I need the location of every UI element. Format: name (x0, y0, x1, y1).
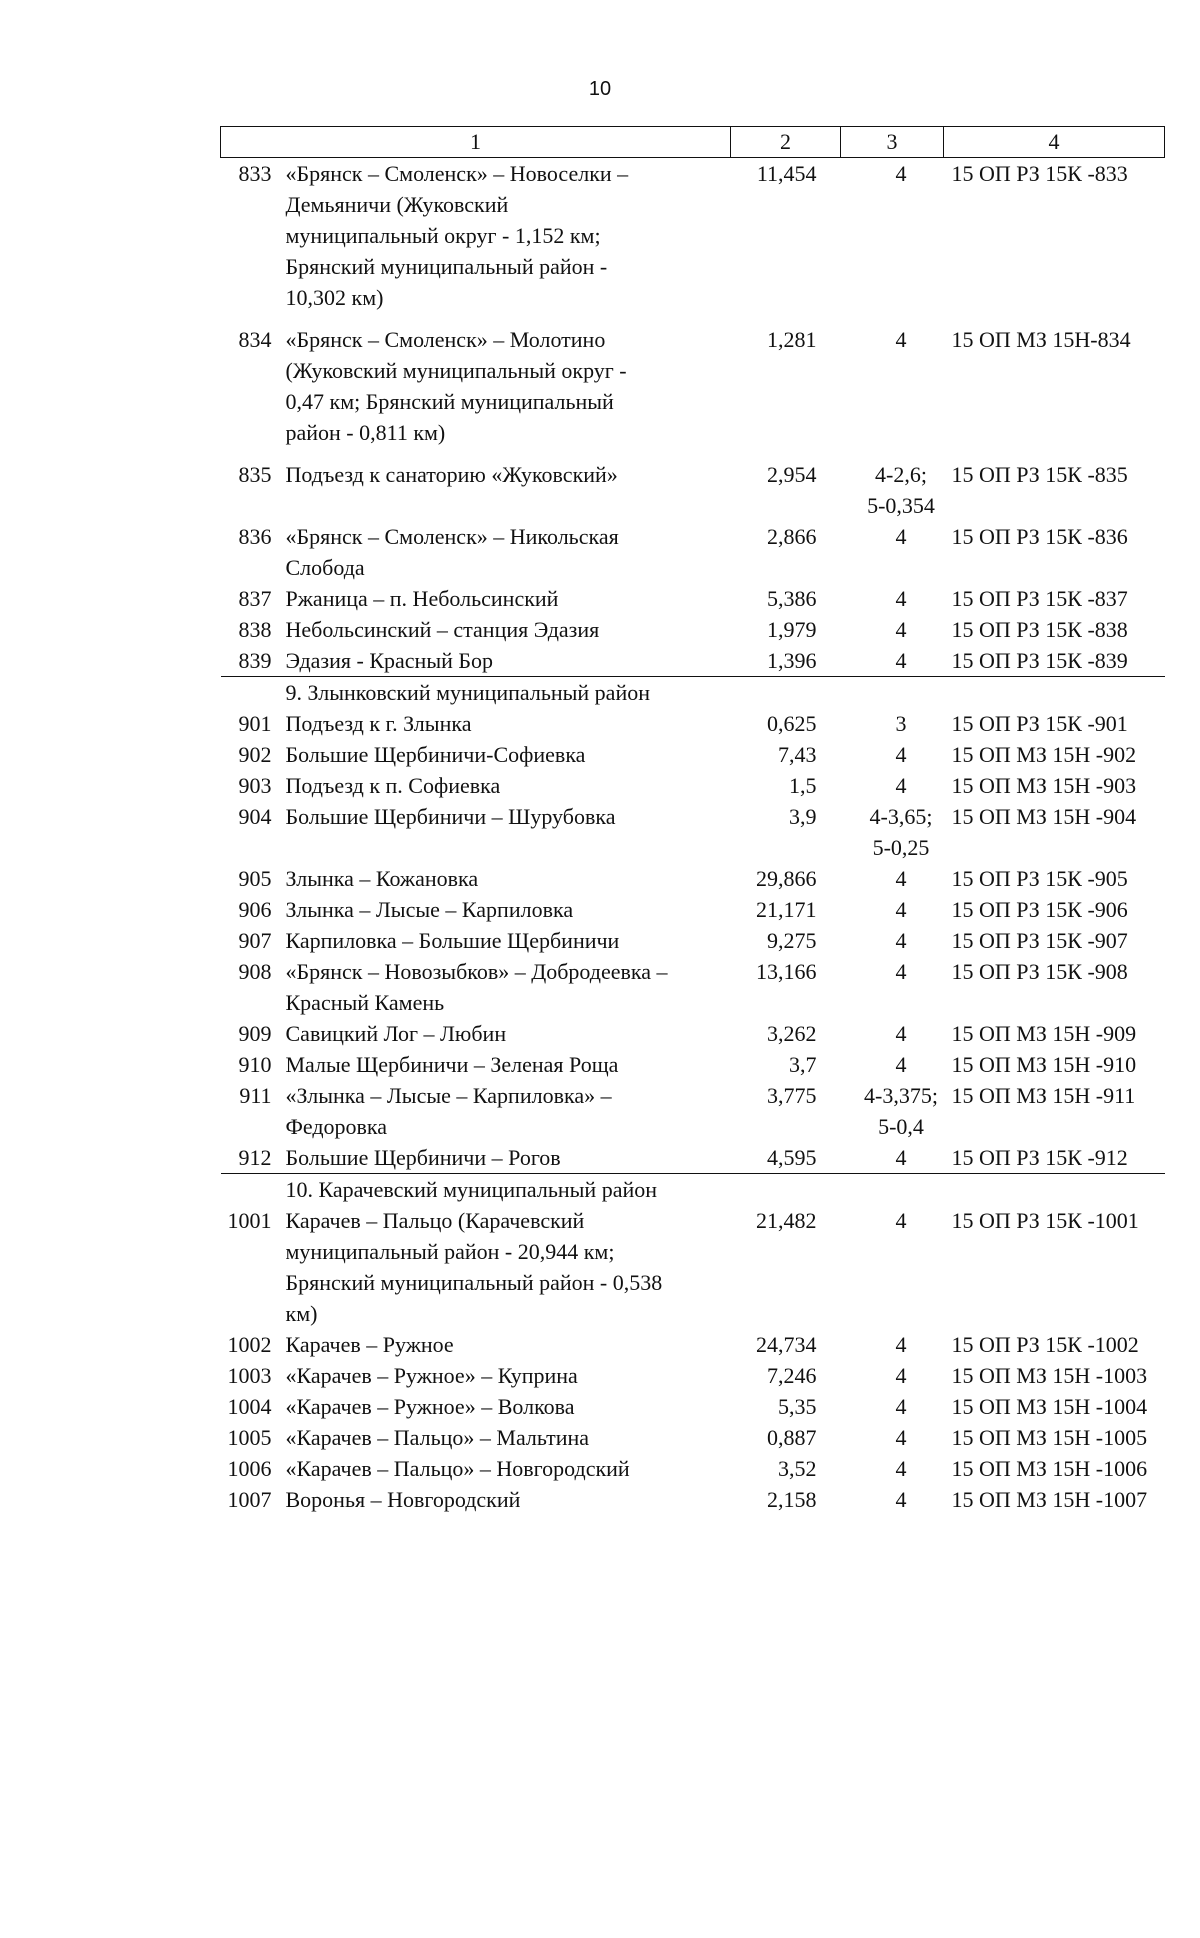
road-name-line: 0,47 км; Брянский муниципальный (285, 389, 614, 414)
column-header-1: 1 (221, 127, 731, 158)
roads-table (220, 126, 1165, 1515)
road-name-line: Злынка – Кожановка (285, 866, 479, 891)
road-category-line: 4 (895, 1052, 907, 1077)
road-category-line: 4 (895, 1394, 907, 1419)
table-row (221, 801, 1165, 863)
table-row (221, 956, 1165, 1018)
road-name-line: Большие Щербиничи-Софиевка (285, 742, 586, 767)
road-id-code: 15 ОП РЗ 15К -837 (951, 586, 1128, 611)
road-id-code: 15 ОП РЗ 15К -833 (951, 161, 1128, 186)
road-category (841, 614, 944, 645)
road-name-line: «Карачев – Пальцо» – Новгородский (285, 1456, 630, 1481)
road-id-code: 15 ОП МЗ 15Н -904 (951, 804, 1137, 829)
road-name-line: Воронья – Новгородский (285, 1487, 521, 1512)
road-length: 3,262 (767, 1021, 817, 1046)
road-category-line: 5-0,354 (867, 493, 935, 518)
road-id-code: 15 ОП РЗ 15К -1001 (951, 1208, 1139, 1233)
road-name-line: «Злынка – Лысые – Карпиловка» – (285, 1083, 612, 1108)
column-header-3: 3 (841, 127, 944, 158)
road-length: 7,246 (767, 1363, 817, 1388)
road-category-line: 4 (895, 1332, 907, 1357)
road-category-line: 4 (895, 1363, 907, 1388)
road-number: 912 (221, 1142, 286, 1174)
road-category-line: 4 (895, 524, 907, 549)
table-row (221, 1080, 1165, 1142)
road-number: 1005 (227, 1425, 272, 1450)
road-name-line: Небольсинский – станция Эдазия (285, 617, 600, 642)
road-length: 1,396 (731, 645, 841, 677)
road-name-line: Малые Щербиничи – Зеленая Роща (285, 1052, 619, 1077)
section-header-row (221, 677, 1165, 709)
road-name (286, 1142, 731, 1174)
table-row (221, 324, 1165, 459)
road-number: 838 (238, 617, 272, 642)
road-name (286, 1360, 731, 1391)
table-header (221, 127, 1165, 158)
road-name-line: «Карачев – Пальцо» – Мальтина (285, 1425, 589, 1450)
road-name-line: «Брянск – Смоленск» – Молотино (285, 327, 606, 352)
road-id-code: 15 ОП МЗ 15Н -909 (951, 1021, 1137, 1046)
road-number: 834 (238, 327, 272, 352)
road-length: 29,866 (756, 866, 817, 891)
road-length: 2,158 (767, 1487, 817, 1512)
road-category (841, 739, 944, 770)
road-number: 911 (239, 1083, 272, 1108)
road-name (286, 863, 731, 894)
road-id-code: 15 ОП РЗ 15К -838 (951, 617, 1128, 642)
road-id-code: 15 ОП РЗ 15К -1002 (951, 1332, 1139, 1357)
road-number: 837 (238, 586, 272, 611)
road-length: 5,35 (778, 1394, 817, 1419)
road-name (286, 1080, 731, 1142)
road-id-code: 15 ОП МЗ 15Н -1007 (951, 1487, 1148, 1512)
road-name-line: Эдазия - Красный Бор (285, 648, 494, 673)
road-number: 1006 (227, 1456, 272, 1481)
table-row (221, 708, 1165, 739)
road-name-line: Подъезд к санаторию «Жуковский» (285, 462, 618, 487)
table-row (221, 1391, 1165, 1422)
road-name (286, 770, 731, 801)
road-category (841, 801, 944, 863)
road-name-line: Ржаница – п. Небольсинский (285, 586, 559, 611)
road-id-code: 15 ОП РЗ 15К -835 (951, 462, 1128, 487)
road-id-code: 15 ОП МЗ 15Н-834 (951, 327, 1131, 352)
road-length: 24,734 (756, 1332, 817, 1357)
road-id-code: 15 ОП РЗ 15К -906 (951, 897, 1128, 922)
table-row (221, 1422, 1165, 1453)
road-length: 13,166 (756, 959, 817, 984)
road-number: 1001 (227, 1208, 272, 1233)
road-id-code: 15 ОП МЗ 15Н -1005 (951, 1425, 1148, 1450)
road-category (841, 1018, 944, 1049)
road-length: 2,866 (767, 524, 817, 549)
road-category (841, 1329, 944, 1360)
road-id-code: 15 ОП МЗ 15Н -1004 (951, 1394, 1148, 1419)
road-name-line: Подъезд к п. Софиевка (285, 773, 501, 798)
road-length: 0,887 (767, 1425, 817, 1450)
road-id-code: 15 ОП МЗ 15Н -1006 (951, 1456, 1148, 1481)
road-number: 903 (238, 773, 272, 798)
road-category (841, 459, 944, 521)
road-name (286, 1049, 731, 1080)
section-spacer (221, 1174, 286, 1206)
road-name-line: муниципальный район - 20,944 км; (285, 1239, 615, 1264)
road-category (841, 770, 944, 801)
road-category (841, 925, 944, 956)
road-category (841, 158, 944, 325)
road-length: 1,281 (767, 327, 817, 352)
road-id-code: 15 ОП МЗ 15Н -911 (951, 1083, 1136, 1108)
section-title: 9. Злынковский муниципальный район (285, 680, 650, 705)
road-category-line: 4-2,6; (875, 462, 927, 487)
table-row (221, 1142, 1165, 1174)
road-length: 1,979 (767, 617, 817, 642)
road-length: 5,386 (767, 586, 817, 611)
road-name-line: «Карачев – Ружное» – Куприна (285, 1363, 578, 1388)
road-name-line: Злынка – Лысые – Карпиловка (285, 897, 574, 922)
road-category-line: 4 (895, 1425, 907, 1450)
road-id-code: 15 ОП РЗ 15К -905 (951, 866, 1128, 891)
road-name (286, 1484, 731, 1515)
road-category-line: 4 (895, 1208, 907, 1233)
road-number: 907 (238, 928, 272, 953)
road-category-line: 5-0,25 (872, 835, 930, 860)
road-category (841, 645, 944, 677)
table-row (221, 1329, 1165, 1360)
road-category-line: 4-3,65; (869, 804, 933, 829)
road-name-line: Красный Камень (285, 990, 445, 1015)
table-row (221, 521, 1165, 583)
road-number: 905 (238, 866, 272, 891)
road-category-line: 5-0,4 (878, 1114, 924, 1139)
road-category (841, 1422, 944, 1453)
road-id-code: 15 ОП РЗ 15К -901 (951, 711, 1128, 736)
road-name (286, 1453, 731, 1484)
road-number: 1007 (227, 1487, 272, 1512)
table-row (221, 863, 1165, 894)
road-name (286, 521, 731, 583)
road-length: 2,954 (767, 462, 817, 487)
section-spacer (221, 677, 286, 709)
road-category-line: 4 (895, 773, 907, 798)
header-row (221, 127, 1165, 158)
road-length: 21,171 (756, 897, 817, 922)
road-name-line: Савицкий Лог – Любин (285, 1021, 507, 1046)
road-name (286, 925, 731, 956)
road-category-line: 4 (895, 959, 907, 984)
section-header-row (221, 1174, 1165, 1206)
road-id-code: 15 ОП РЗ 15К -908 (951, 959, 1128, 984)
road-name-line: (Жуковский муниципальный округ - (285, 358, 627, 383)
road-number: 1004 (227, 1394, 272, 1419)
road-length: 3,7 (789, 1052, 817, 1077)
table-row (221, 614, 1165, 645)
road-name-line: Федоровка (285, 1114, 388, 1139)
road-category-line: 4 (895, 648, 907, 673)
road-name (286, 708, 731, 739)
road-name-line: «Брянск – Смоленск» – Новоселки – (285, 161, 629, 186)
road-name (286, 1205, 731, 1329)
road-id-code: 15 ОП МЗ 15Н -902 (951, 742, 1137, 767)
road-name-line: км) (285, 1301, 318, 1326)
road-name-line: «Брянск – Новозыбков» – Добродеевка – (285, 959, 668, 984)
road-name-line: 10,302 км) (285, 285, 384, 310)
road-number: 908 (238, 959, 272, 984)
road-length: 21,482 (756, 1208, 817, 1233)
table-row (221, 894, 1165, 925)
road-category-line: 4 (895, 866, 907, 891)
section-title: 10. Карачевский муниципальный район (285, 1177, 658, 1202)
table-row (221, 645, 1165, 677)
road-category-line: 4 (895, 742, 907, 767)
road-number: 901 (238, 711, 272, 736)
road-name (286, 1018, 731, 1049)
road-category (841, 956, 944, 1018)
road-name (286, 894, 731, 925)
road-name-line: Подъезд к г. Злынка (285, 711, 472, 736)
road-name-line: Большие Щербиничи – Рогов (285, 1145, 561, 1170)
road-number: 1003 (227, 1363, 272, 1388)
road-name (286, 801, 731, 863)
road-id-code: 15 ОП МЗ 15Н -1003 (951, 1363, 1148, 1388)
road-category (841, 1080, 944, 1142)
road-category (841, 1453, 944, 1484)
table-row (221, 739, 1165, 770)
road-category (841, 894, 944, 925)
road-id-code: 15 ОП МЗ 15Н -903 (951, 773, 1137, 798)
road-number: 839 (221, 645, 286, 677)
road-name (286, 1422, 731, 1453)
road-number: 902 (238, 742, 272, 767)
road-name-line: Демьяничи (Жуковский (285, 192, 509, 217)
road-category-line: 4 (895, 586, 907, 611)
road-name-line: Брянский муниципальный район - 0,538 (285, 1270, 663, 1295)
road-name-line: Большие Щербиничи – Шурубовка (285, 804, 616, 829)
road-name (286, 614, 731, 645)
road-name (286, 739, 731, 770)
road-length: 0,625 (767, 711, 817, 736)
road-category (841, 1360, 944, 1391)
road-category-line: 4 (895, 1021, 907, 1046)
road-number: 833 (238, 161, 272, 186)
road-category-line: 4 (895, 617, 907, 642)
table-row (221, 1453, 1165, 1484)
road-category (841, 521, 944, 583)
road-category-line: 4 (895, 327, 907, 352)
table-row (221, 770, 1165, 801)
road-category-line: 4 (895, 1145, 907, 1170)
road-name (286, 956, 731, 1018)
table-row (221, 583, 1165, 614)
road-id-code: 15 ОП РЗ 15К -907 (951, 928, 1128, 953)
table-row (221, 925, 1165, 956)
road-category (841, 1142, 944, 1174)
road-id-code: 15 ОП РЗ 15К -839 (944, 645, 1165, 677)
road-name-line: Карачев – Пальцо (Карачевский (285, 1208, 585, 1233)
road-name-line: Брянский муниципальный район - (285, 254, 608, 279)
road-name-line: «Карачев – Ружное» – Волкова (285, 1394, 575, 1419)
road-number: 906 (238, 897, 272, 922)
road-number: 835 (238, 462, 272, 487)
road-category-line: 4 (895, 161, 907, 186)
road-category-line: 4-3,375; (864, 1083, 938, 1108)
road-length: 3,9 (789, 804, 817, 829)
road-category-line: 4 (895, 897, 907, 922)
road-name-line: Слобода (285, 555, 365, 580)
road-number: 836 (238, 524, 272, 549)
road-length: 3,775 (767, 1083, 817, 1108)
table-row (221, 1205, 1165, 1329)
road-category-line: 4 (895, 1487, 907, 1512)
road-name (286, 1391, 731, 1422)
road-category-line: 3 (895, 711, 907, 736)
road-id-code: 15 ОП РЗ 15К -836 (951, 524, 1128, 549)
road-name-line: муниципальный округ - 1,152 км; (285, 223, 601, 248)
road-name-line: Карачев – Ружное (285, 1332, 454, 1357)
road-number: 909 (238, 1021, 272, 1046)
road-category (841, 324, 944, 459)
road-name (286, 583, 731, 614)
road-length: 9,275 (767, 928, 817, 953)
road-length: 1,5 (789, 773, 817, 798)
road-number: 904 (238, 804, 272, 829)
road-category (841, 1391, 944, 1422)
table-row (221, 1018, 1165, 1049)
road-number: 1002 (227, 1332, 272, 1357)
road-category (841, 583, 944, 614)
road-category (841, 1049, 944, 1080)
road-length: 7,43 (778, 742, 817, 767)
road-category (841, 708, 944, 739)
road-length: 4,595 (731, 1142, 841, 1174)
road-name (286, 645, 731, 677)
road-category-line: 4 (895, 1456, 907, 1481)
road-length: 3,52 (778, 1456, 817, 1481)
road-length: 11,454 (756, 161, 817, 186)
road-name-line: Карпиловка – Большие Щербиничи (285, 928, 620, 953)
column-header-4: 4 (944, 127, 1165, 158)
road-category (841, 863, 944, 894)
road-id-code: 15 ОП РЗ 15К -912 (944, 1142, 1165, 1174)
road-name (286, 1329, 731, 1360)
table-row (221, 1360, 1165, 1391)
table-row (221, 1484, 1165, 1515)
road-id-code: 15 ОП МЗ 15Н -910 (951, 1052, 1137, 1077)
road-name (286, 459, 731, 521)
road-number: 910 (238, 1052, 272, 1077)
column-header-2: 2 (731, 127, 841, 158)
road-name (286, 324, 731, 459)
road-name (286, 158, 731, 325)
table-body (221, 158, 1165, 1516)
table-row (221, 1049, 1165, 1080)
road-name-line: район - 0,811 км) (285, 420, 446, 445)
table-row (221, 158, 1165, 325)
table-row (221, 459, 1165, 521)
road-category-line: 4 (895, 928, 907, 953)
page-number: 10 (588, 78, 612, 100)
road-name-line: «Брянск – Смоленск» – Никольская (285, 524, 619, 549)
road-category (841, 1205, 944, 1329)
road-category (841, 1484, 944, 1515)
